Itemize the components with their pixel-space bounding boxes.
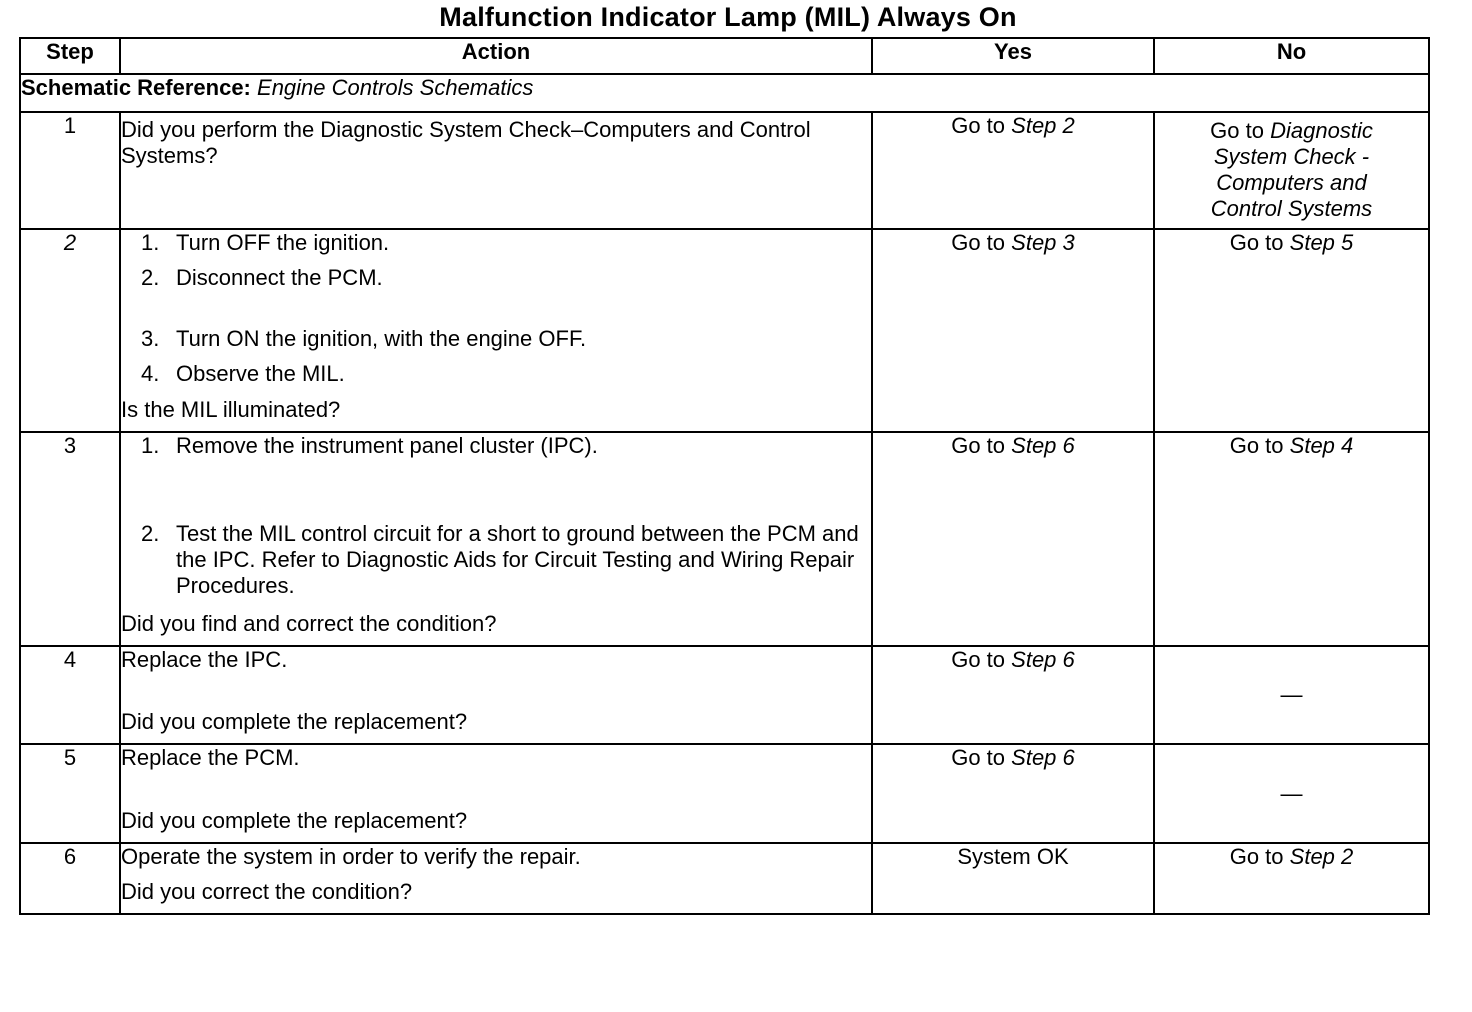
- action-text: Did you perform the Diagnostic System Check–Computers and Control Systems?: [121, 117, 811, 168]
- step-number: 6: [20, 843, 120, 914]
- no-dash: —: [1280, 682, 1303, 707]
- substep-list: [121, 433, 871, 599]
- substep: 4. Observe the MIL.: [141, 361, 345, 386]
- no-cell: [1154, 744, 1429, 843]
- action-text: Operate the system in order to verify the repair.: [121, 844, 581, 869]
- table-row-step-4: [20, 646, 1429, 744]
- no-prefix: Go to: [1229, 230, 1284, 255]
- yes-cell: [872, 229, 1154, 432]
- question-text: Did you correct the condition?: [121, 879, 413, 904]
- substep: 1. Remove the instrument panel cluster (IPC).: [141, 433, 598, 458]
- no-cell: [1154, 229, 1429, 432]
- no-link[interactable]: Step 2: [1289, 844, 1354, 869]
- yes-cell: [872, 744, 1154, 843]
- page-title: Malfunction Indicator Lamp (MIL) Always On: [439, 2, 1017, 32]
- step-number: 4: [20, 646, 120, 744]
- no-link[interactable]: Diagnostic System Check - Computers and Control Systems: [1210, 118, 1373, 221]
- step-number: 5: [20, 744, 120, 843]
- question-text: Is the MIL illuminated?: [121, 397, 341, 422]
- no-prefix: Go to: [1229, 844, 1284, 869]
- yes-cell: [872, 432, 1154, 646]
- yes-link[interactable]: Step 3: [1011, 230, 1075, 255]
- step-number: 3: [20, 432, 120, 646]
- yes-cell: [872, 843, 1154, 914]
- table-row-step-3: [20, 432, 1429, 646]
- action-cell: [120, 112, 872, 229]
- header-yes: Yes: [872, 38, 1154, 74]
- substep-list: [121, 230, 871, 393]
- action-text: Replace the IPC.: [121, 647, 288, 672]
- table-row-step-2: [20, 229, 1429, 432]
- question-text: Did you complete the replacement?: [121, 808, 468, 833]
- no-cell: [1154, 646, 1429, 744]
- table-row-step-5: [20, 744, 1429, 843]
- schematic-link[interactable]: Engine Controls Schematics: [257, 75, 534, 100]
- action-cell: [120, 229, 872, 432]
- yes-prefix: Go to: [951, 647, 1006, 672]
- header-step: Step: [20, 38, 120, 74]
- no-dash: —: [1280, 780, 1303, 806]
- yes-link[interactable]: Step 6: [1011, 745, 1075, 770]
- substep: 2. Disconnect the PCM.: [141, 265, 383, 290]
- yes-link[interactable]: Step 6: [1011, 433, 1075, 458]
- substep: 2. Test the MIL control circuit for a short to ground between the PCM and the IPC. Refer to Diagnostic Aids for Circuit Testing and Wiring Repair Procedures.: [141, 521, 859, 598]
- schematic-reference-row: [20, 74, 1429, 112]
- table-row-step-1: [20, 112, 1429, 229]
- no-cell: [1154, 432, 1429, 646]
- action-cell: [120, 432, 872, 646]
- yes-prefix: Go to: [951, 745, 1006, 770]
- action-text: Replace the PCM.: [121, 745, 300, 770]
- substep: 3. Turn ON the ignition, with the engine OFF.: [141, 326, 587, 351]
- action-cell: [120, 843, 872, 914]
- diagnostic-table: [19, 37, 1430, 915]
- step-number: 1: [20, 112, 120, 229]
- action-cell: [120, 744, 872, 843]
- schematic-reference: [20, 74, 1429, 112]
- yes-cell: [872, 112, 1154, 229]
- substep: 1. Turn OFF the ignition.: [141, 230, 390, 255]
- no-cell: [1154, 112, 1429, 229]
- step-number: 2: [20, 229, 120, 432]
- no-cell: [1154, 843, 1429, 914]
- yes-prefix: Go to: [951, 433, 1006, 458]
- no-prefix: Go to: [1229, 433, 1284, 458]
- table-row-step-6: [20, 843, 1429, 914]
- no-prefix: Go to: [1210, 118, 1264, 143]
- question-text: Did you find and correct the condition?: [121, 611, 497, 636]
- yes-text: System OK: [957, 844, 1069, 869]
- question-text: Did you complete the replacement?: [121, 709, 468, 734]
- yes-prefix: Go to: [951, 230, 1006, 255]
- yes-cell: [872, 646, 1154, 744]
- yes-link[interactable]: Step 2: [1011, 113, 1075, 138]
- schematic-label: Schematic Reference:: [21, 75, 251, 100]
- yes-prefix: Go to: [951, 113, 1006, 138]
- yes-link[interactable]: Step 6: [1011, 647, 1075, 672]
- header-row: [20, 38, 1429, 74]
- no-link[interactable]: Step 5: [1289, 230, 1354, 255]
- no-link[interactable]: Step 4: [1289, 433, 1354, 458]
- header-action: Action: [120, 38, 872, 74]
- action-cell: [120, 646, 872, 744]
- header-no: No: [1154, 38, 1429, 74]
